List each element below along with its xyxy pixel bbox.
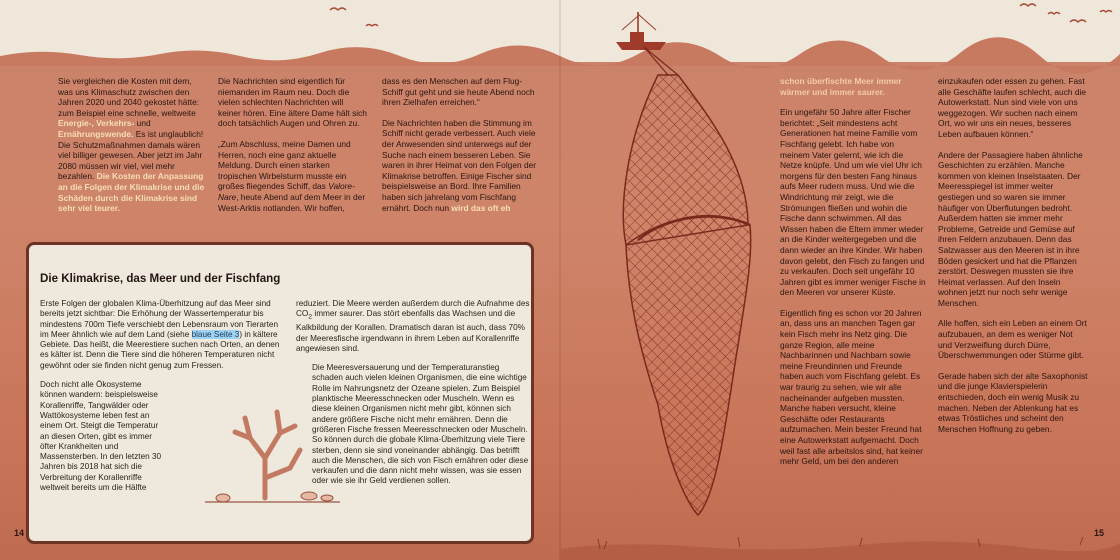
left-text-column-1: Sie vergleichen die Kosten mit dem, was uns Klimaschutz zwischen den Jahren 2020 und 2040 gekostet hätte: zum Beispiel eine schnelle, weltweite Energie-, Verkehrs- und Ernährungswende. Es ist unglaublich! Die Schutzmaßnahmen damals wären viel billiger gewesen. Aber jetzt im Jahr 2080 müssen wir viel, viel mehr bezahlen. Die Kosten der Anpassung an die Folgen der Klimakrise und die Schäden durch die Klimakrise sind sehr viel teurer. [58,76,205,214]
fishing-net-illustration [618,45,768,525]
page-number-left: 14 [14,528,25,538]
page-number-right: 15 [1094,528,1105,538]
left-text-column-3: dass es den Menschen auf dem Flug-Schiff gut geht und sie heute Abend noch ihren Zielhafen erreichen.“ Die Nachrichten haben die Stimmung im Schiff nicht gerade verbessert. Auch viele der Anwesenden sind unterwegs auf der Suche nach einem besseren Leben. Sie waren in ihrer Heimat von den Folgen der Klimakrise betroffen. Einige Fischer sind beispielsweise an Bord. Ihre Familien haben sich jahrelang vom Fischfang ernährt. Doch nun wird das oft eh [382,76,537,213]
left-text-column-2: Die Nachrichten sind eigentlich für niemanden im Raum neu. Doch die vielen schlechten Nachrichten will keiner hören. Eine ältere Dame hält sich doch tatsächlich Augen und Ohren zu. „Zum Abschluss, meine Damen und Herren, noch eine ganz aktuelle Meldung. Durch einen starken tropischen Wirbelsturm musste ein großes fliegendes Schiff, das Valore-Nare, heute Abend auf dem Meer in der West-Arktis notlanden. Wir hoffen, [218,76,367,213]
info-box-column-right: reduziert. Die Meere werden außerdem durch die Aufnahme des $CO_2$ immer saurer. Das stört ebenfalls das Wachsen und die Kalkbildung der Korallen. Dramatisch daran ist auch, dass 70% der Meeresfische irgendwann in ihrem Leben auf Korallenriffe angewiesen sind. Die Meeresversauerung und der Temperaturanstieg schaden auch vielen kleinen Organismen, die eine wichtige Rolle im Nahrungsnetz der Ozeane spielen. Zum Beispiel planktische Meeresschnecken oder Muscheln. Wenn es diese kleinen Organismen nicht mehr gibt, können sich andere größere Fische nicht mehr ernähren. Denn die größeren Fische fressen Meeresschnecken oder Muscheln. So können durch die globale Klima-Überhitzung viele Tiere sterben, denn sie sind voneinander abhängig. Das betrifft auch die Menschen, die sich von Fisch ernähren oder diese verkaufen und die dann nicht mehr wissen, was sie essen oder wie sie ihr Geld verdienen sollen. [296,299,530,486]
info-box-title: Die Klimakrise, das Meer und der Fischfang [40,272,281,285]
seabed-illustration [560,535,1120,560]
coral-illustration [205,398,340,506]
page-fold [559,0,561,560]
right-text-column-1: schon überfischte Meer immer wärmer und immer saurer. Ein ungefähr 50 Jahre alter Fischer berichtet: „Seit mindestens acht Generationen hat meine Familie vom Fischfang gelebt. Ich habe von meinem Vater gelernt, wie ich die Netze knüpfe. Und um wie viel Uhr ich morgens für den besten Fang hinaus aufs Meer rudern muss. Und wie die Windrichtung mir zeigt, wie die Strömungen fließen und wohin die Fische dann schwimmen. All das Wissen haben die Eltern immer wieder an die Kinder weitergegeben und die dann wieder an ihre Kinder. Wir haben davon gelebt, den Fisch zu fangen und zu verkaufen. Doch seit ungefähr 10 Jahren gibt es immer weniger Fische in den Meeren vor unserer Küste. Eigentlich fing es schon vor 20 Jahren an, dass uns an manchen Tagen gar kein Fisch mehr ins Netz ging. Die ganze Region, alle meine Nachbarinnen und Nachbarn sowie meine Freundinnen und Freunde haben auch vom Fischfang gelebt. Es war traurig zu sehen, wie wir alle nacheinander aufgeben mussten. Manche haben versucht, kleine Geschäfte oder Restaurants aufzumachen. Mein bester Freund hat eine Autowerkstatt aufgemacht. Doch weil fast alle arbeitslos sind, hat keiner mehr Geld, um bei den anderen [780,76,926,467]
right-text-column-2: einzukaufen oder essen zu gehen. Fast alle Geschäfte laufen schlecht, auch die Autowerkstatt. Nun sind viele von uns weggezogen. Wir suchen nach einem Ort, wo wir uns ein neues, besseres Leben aufbauen können.“ Andere der Passagiere haben ähnliche Geschichten zu erzählen. Manche kommen von kleinen Inselstaaten. Der Meeresspiegel ist immer weiter gestiegen und so waren sie immer häufiger von Überflutungen bedroht. Außerdem hatten sie immer mehr Probleme, Getreide und Gemüse auf ihren Feldern anzubauen. Denn das Salzwasser aus den Meeren ist in ihre Böden gesickert und hat die Pflanzen zerstört. Deswegen mussten sie ihre Heimat verlassen. Auf den Inseln wohnen jetzt nur noch sehr wenige Menschen. Alle hoffen, sich ein Leben an einem Ort aufzubauen, an dem es weniger Not und Verzweiflung durch Dürre, Überschwemmungen oder Stürme gibt. Gerade haben sich der alte Saxophonist und die junge Klavierspielerin entschieden, doch ein wenig Musik zu machen. Neben der Ablenkung hat es etwas Tröstliches und scheint den Menschen Hoffnung zu geben. [938,76,1088,434]
blue-page-link[interactable]: blaue Seite 3 [191,329,240,339]
info-box-column-left: Erste Folgen der globalen Klima-Überhitzung auf das Meer sind bereits jetzt sichtbar: Die Erhöhung der Wassertemperatur bis mindestens 700m Tiefe verschiebt den Lebensraum von Tierarten im Meer ähnlich wie auf dem Land (siehe blaue Seite 3) in kältere Gebiete. Das heißt, die Meerestiere suchen nach Orten, an denen es kälter ist. Denn die Tiere sind die höheren Temperaturen nicht gewöhnt oder sie finden nicht genug zum Fressen. Doch nicht alle Ökosysteme können wandern: beispielsweise Korallenriffe, Tangwälder oder Wattökosysteme leben fest an einem Ort. Steigt die Temperatur an diesen Orten, gibt es immer öfter Krankheiten und Massensterben. In den letzten 30 Jahren bis 2018 hat sich die Verbreitung der Korallenriffe weltweit bereits um die Hälfte [40,299,280,493]
